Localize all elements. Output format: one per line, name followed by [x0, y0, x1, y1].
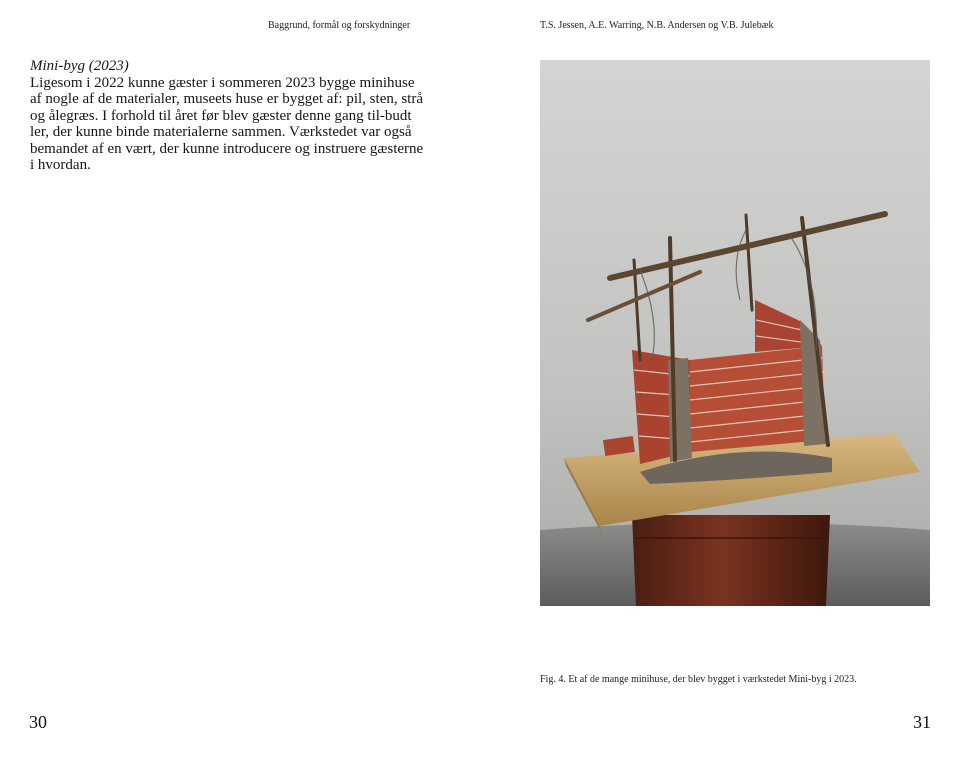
- body-text-column: [30, 58, 425, 174]
- running-head-right: T.S. Jessen, A.E. Warring, N.B. Andersen og V.B. Julebæk: [540, 20, 774, 31]
- section-title: Mini-byg (2023): [30, 58, 129, 74]
- body-paragraph: Ligesom i 2022 kunne gæster i sommeren 2023 bygge minihuse af nogle af de materialer, museets huse er bygget af: pil, sten, strå og ålegræs. I forhold til året før blev gæster denne gang til-budt ler, der kunne binde materialerne sammen. Værkstedet var også bemandet af en vært, der kunne introducere og instruere gæsterne i hvordan.: [30, 74, 424, 173]
- clay-pot: [632, 515, 830, 606]
- running-head-left: Baggrund, formål og forskydninger: [268, 20, 411, 31]
- page-number-right: 31: [913, 712, 931, 732]
- figure-caption: Fig. 4. Et af de mange minihuse, der blev bygget i værkstedet Mini-byg i 2023.: [540, 674, 857, 685]
- figure-photo: [540, 60, 930, 606]
- page-number-left: 30: [29, 712, 47, 732]
